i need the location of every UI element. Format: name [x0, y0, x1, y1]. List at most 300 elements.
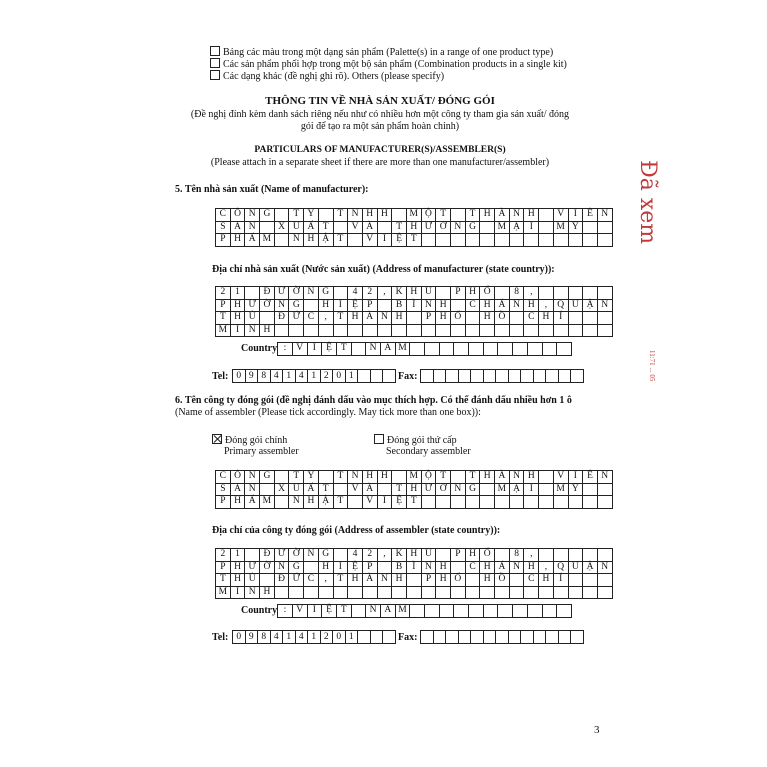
- grid-cell[interactable]: N: [421, 299, 436, 312]
- grid-cell[interactable]: ,: [318, 312, 333, 325]
- grid-cell[interactable]: [451, 586, 466, 599]
- grid-cell[interactable]: Y: [304, 471, 319, 484]
- grid-cell[interactable]: 2: [362, 549, 377, 562]
- checkbox-icon[interactable]: [210, 70, 220, 80]
- grid-cell[interactable]: H: [348, 574, 363, 587]
- grid-cell[interactable]: [451, 299, 466, 312]
- grid-cell[interactable]: C: [304, 312, 319, 325]
- grid-cell[interactable]: Q: [553, 299, 568, 312]
- country-cell[interactable]: [513, 343, 528, 356]
- grid-cell[interactable]: P: [216, 234, 231, 247]
- country-cell[interactable]: [527, 605, 542, 618]
- grid-cell[interactable]: [524, 324, 539, 337]
- checkbox-icon[interactable]: [210, 58, 220, 68]
- grid-cell[interactable]: Ấ: [304, 221, 319, 234]
- grid-cell[interactable]: N: [377, 312, 392, 325]
- grid-cell[interactable]: H: [260, 324, 275, 337]
- digit-cell[interactable]: [446, 631, 459, 644]
- manufacturer-fax-grid[interactable]: [420, 369, 584, 383]
- assembler-country-row[interactable]: [215, 604, 572, 618]
- grid-cell[interactable]: [465, 496, 480, 509]
- digit-cell[interactable]: 4: [295, 370, 308, 383]
- grid-cell[interactable]: [568, 312, 583, 325]
- grid-cell[interactable]: Ộ: [421, 471, 436, 484]
- grid-cell[interactable]: [480, 234, 495, 247]
- assembler-fax-grid[interactable]: [420, 630, 584, 644]
- country-cell[interactable]: A: [380, 605, 395, 618]
- grid-cell[interactable]: H: [348, 312, 363, 325]
- grid-cell[interactable]: [274, 471, 289, 484]
- grid-cell[interactable]: N: [245, 483, 260, 496]
- grid-cell[interactable]: V: [553, 209, 568, 222]
- grid-cell[interactable]: N: [304, 549, 319, 562]
- digit-cell[interactable]: [458, 631, 471, 644]
- grid-cell[interactable]: U: [289, 483, 304, 496]
- digit-cell[interactable]: [471, 631, 484, 644]
- grid-cell[interactable]: [597, 586, 612, 599]
- digit-cell[interactable]: [521, 370, 534, 383]
- grid-cell[interactable]: C: [524, 574, 539, 587]
- digit-cell[interactable]: 1: [308, 370, 321, 383]
- grid-cell[interactable]: P: [451, 549, 466, 562]
- grid-cell[interactable]: [539, 483, 554, 496]
- grid-cell[interactable]: I: [333, 299, 348, 312]
- grid-cell[interactable]: I: [524, 221, 539, 234]
- digit-cell[interactable]: [358, 370, 371, 383]
- grid-cell[interactable]: N: [348, 471, 363, 484]
- country-cell[interactable]: [498, 605, 513, 618]
- country-cell[interactable]: V: [292, 605, 307, 618]
- grid-cell[interactable]: V: [362, 496, 377, 509]
- grid-cell[interactable]: [274, 234, 289, 247]
- grid-cell[interactable]: G: [289, 299, 304, 312]
- grid-cell[interactable]: [333, 324, 348, 337]
- digit-cell[interactable]: [358, 631, 371, 644]
- grid-cell[interactable]: C: [465, 299, 480, 312]
- grid-cell[interactable]: [553, 287, 568, 300]
- grid-cell[interactable]: Ẩ: [245, 234, 260, 247]
- grid-cell[interactable]: N: [451, 221, 466, 234]
- grid-cell[interactable]: H: [436, 574, 451, 587]
- grid-cell[interactable]: À: [362, 574, 377, 587]
- grid-cell[interactable]: [553, 234, 568, 247]
- grid-cell[interactable]: [436, 287, 451, 300]
- grid-cell[interactable]: H: [318, 561, 333, 574]
- grid-cell[interactable]: 4: [348, 287, 363, 300]
- grid-cell[interactable]: Ư: [421, 221, 436, 234]
- grid-cell[interactable]: Ô: [230, 471, 245, 484]
- grid-cell[interactable]: [348, 324, 363, 337]
- digit-cell[interactable]: [421, 631, 434, 644]
- grid-cell[interactable]: Ậ: [583, 561, 598, 574]
- grid-cell[interactable]: [480, 324, 495, 337]
- grid-cell[interactable]: Đ: [274, 312, 289, 325]
- grid-cell[interactable]: G: [260, 471, 275, 484]
- grid-cell[interactable]: T: [392, 221, 407, 234]
- digit-cell[interactable]: 2: [320, 631, 333, 644]
- grid-cell[interactable]: G: [465, 221, 480, 234]
- grid-cell[interactable]: ,: [318, 574, 333, 587]
- grid-cell[interactable]: Ư: [245, 299, 260, 312]
- grid-cell[interactable]: N: [274, 561, 289, 574]
- grid-cell[interactable]: P: [216, 496, 231, 509]
- grid-cell[interactable]: T: [392, 483, 407, 496]
- grid-cell[interactable]: [539, 496, 554, 509]
- grid-cell[interactable]: N: [509, 299, 524, 312]
- grid-cell[interactable]: T: [406, 234, 421, 247]
- grid-cell[interactable]: N: [597, 471, 612, 484]
- grid-cell[interactable]: S: [216, 221, 231, 234]
- grid-cell[interactable]: [583, 483, 598, 496]
- grid-cell[interactable]: H: [436, 312, 451, 325]
- grid-cell[interactable]: Ệ: [392, 234, 407, 247]
- grid-cell[interactable]: [539, 586, 554, 599]
- grid-cell[interactable]: [495, 549, 510, 562]
- grid-cell[interactable]: N: [421, 561, 436, 574]
- grid-cell[interactable]: Á: [495, 561, 510, 574]
- grid-cell[interactable]: Ờ: [289, 549, 304, 562]
- digit-cell[interactable]: [496, 631, 509, 644]
- grid-cell[interactable]: Ì: [406, 299, 421, 312]
- grid-cell[interactable]: U: [421, 287, 436, 300]
- grid-cell[interactable]: [318, 471, 333, 484]
- grid-cell[interactable]: H: [480, 574, 495, 587]
- digit-cell[interactable]: 2: [320, 370, 333, 383]
- grid-cell[interactable]: [289, 586, 304, 599]
- country-cell[interactable]: [513, 605, 528, 618]
- grid-cell[interactable]: [451, 561, 466, 574]
- grid-cell[interactable]: [509, 574, 524, 587]
- grid-cell[interactable]: T: [333, 574, 348, 587]
- grid-cell[interactable]: C: [524, 312, 539, 325]
- grid-cell[interactable]: Ơ: [436, 221, 451, 234]
- grid-cell[interactable]: I: [230, 324, 245, 337]
- grid-cell[interactable]: [333, 586, 348, 599]
- grid-cell[interactable]: N: [289, 234, 304, 247]
- digit-cell[interactable]: [471, 370, 484, 383]
- grid-cell[interactable]: [568, 287, 583, 300]
- grid-cell[interactable]: [406, 312, 421, 325]
- grid-cell[interactable]: [597, 312, 612, 325]
- grid-cell[interactable]: À: [362, 221, 377, 234]
- grid-cell[interactable]: [406, 574, 421, 587]
- digit-cell[interactable]: [483, 370, 496, 383]
- grid-cell[interactable]: [539, 234, 554, 247]
- grid-cell[interactable]: [539, 221, 554, 234]
- grid-cell[interactable]: Ì: [406, 561, 421, 574]
- grid-cell[interactable]: N: [245, 221, 260, 234]
- grid-cell[interactable]: [377, 221, 392, 234]
- grid-cell[interactable]: M: [406, 471, 421, 484]
- grid-cell[interactable]: U: [421, 549, 436, 562]
- grid-cell[interactable]: [524, 234, 539, 247]
- country-cell[interactable]: A: [380, 343, 395, 356]
- grid-cell[interactable]: 8: [509, 549, 524, 562]
- grid-cell[interactable]: [597, 496, 612, 509]
- grid-cell[interactable]: [480, 496, 495, 509]
- grid-cell[interactable]: [333, 221, 348, 234]
- grid-cell[interactable]: 1: [230, 287, 245, 300]
- grid-cell[interactable]: Ê: [583, 471, 598, 484]
- grid-cell[interactable]: G: [318, 549, 333, 562]
- grid-cell[interactable]: T: [333, 234, 348, 247]
- grid-cell[interactable]: H: [230, 574, 245, 587]
- secondary-assembler-option[interactable]: Đóng gói thứ cấp: [374, 434, 457, 446]
- grid-cell[interactable]: M: [406, 209, 421, 222]
- grid-cell[interactable]: [524, 496, 539, 509]
- grid-cell[interactable]: [348, 496, 363, 509]
- grid-cell[interactable]: [495, 586, 510, 599]
- grid-cell[interactable]: H: [465, 287, 480, 300]
- grid-cell[interactable]: [406, 324, 421, 337]
- grid-cell[interactable]: [451, 209, 466, 222]
- grid-cell[interactable]: Í: [553, 574, 568, 587]
- grid-cell[interactable]: H: [524, 209, 539, 222]
- grid-cell[interactable]: [465, 574, 480, 587]
- grid-cell[interactable]: ,: [377, 549, 392, 562]
- grid-cell[interactable]: H: [304, 234, 319, 247]
- grid-cell[interactable]: G: [465, 483, 480, 496]
- grid-cell[interactable]: T: [436, 209, 451, 222]
- country-cell[interactable]: [498, 343, 513, 356]
- digit-cell[interactable]: 0: [233, 370, 246, 383]
- grid-cell[interactable]: [539, 324, 554, 337]
- grid-cell[interactable]: N: [597, 209, 612, 222]
- grid-cell[interactable]: Ô: [230, 209, 245, 222]
- grid-cell[interactable]: I: [333, 561, 348, 574]
- grid-cell[interactable]: C: [216, 209, 231, 222]
- grid-cell[interactable]: [274, 324, 289, 337]
- grid-cell[interactable]: Ủ: [245, 312, 260, 325]
- grid-cell[interactable]: B: [392, 561, 407, 574]
- country-cell[interactable]: [542, 605, 557, 618]
- grid-cell[interactable]: [509, 234, 524, 247]
- country-cell[interactable]: [351, 605, 366, 618]
- digit-cell[interactable]: [546, 370, 559, 383]
- grid-cell[interactable]: [539, 549, 554, 562]
- digit-cell[interactable]: 0: [233, 631, 246, 644]
- grid-cell[interactable]: N: [245, 209, 260, 222]
- country-cell[interactable]: [425, 343, 440, 356]
- grid-cell[interactable]: I: [568, 209, 583, 222]
- country-cell[interactable]: M: [395, 605, 410, 618]
- checkbox-icon[interactable]: [210, 46, 220, 56]
- grid-cell[interactable]: H: [377, 471, 392, 484]
- grid-cell[interactable]: [583, 221, 598, 234]
- grid-cell[interactable]: [260, 574, 275, 587]
- grid-cell[interactable]: [377, 561, 392, 574]
- grid-cell[interactable]: N: [245, 471, 260, 484]
- digit-cell[interactable]: [558, 370, 571, 383]
- grid-cell[interactable]: [597, 549, 612, 562]
- grid-cell[interactable]: V: [362, 234, 377, 247]
- grid-cell[interactable]: [583, 287, 598, 300]
- grid-cell[interactable]: [318, 324, 333, 337]
- grid-cell[interactable]: [392, 324, 407, 337]
- grid-cell[interactable]: N: [274, 299, 289, 312]
- digit-cell[interactable]: [508, 631, 521, 644]
- grid-cell[interactable]: Ờ: [289, 287, 304, 300]
- grid-cell[interactable]: T: [289, 471, 304, 484]
- grid-cell[interactable]: [480, 483, 495, 496]
- grid-cell[interactable]: Ạ: [509, 483, 524, 496]
- country-cell[interactable]: :: [278, 605, 293, 618]
- grid-cell[interactable]: G: [289, 561, 304, 574]
- grid-cell[interactable]: [465, 324, 480, 337]
- country-cell[interactable]: V: [292, 343, 307, 356]
- grid-cell[interactable]: P: [421, 312, 436, 325]
- grid-cell[interactable]: Ố: [480, 287, 495, 300]
- grid-cell[interactable]: H: [524, 561, 539, 574]
- grid-cell[interactable]: 1: [230, 549, 245, 562]
- digit-cell[interactable]: 8: [258, 370, 271, 383]
- grid-cell[interactable]: Í: [553, 312, 568, 325]
- grid-cell[interactable]: N: [304, 287, 319, 300]
- grid-cell[interactable]: V: [348, 221, 363, 234]
- grid-cell[interactable]: [583, 496, 598, 509]
- country-cell[interactable]: [454, 343, 469, 356]
- grid-cell[interactable]: Ứ: [289, 312, 304, 325]
- grid-cell[interactable]: T: [216, 574, 231, 587]
- digit-cell[interactable]: [370, 370, 383, 383]
- country-cell[interactable]: [410, 605, 425, 618]
- grid-cell[interactable]: T: [333, 209, 348, 222]
- country-cell[interactable]: [410, 343, 425, 356]
- grid-cell[interactable]: [260, 312, 275, 325]
- grid-cell[interactable]: [451, 471, 466, 484]
- grid-cell[interactable]: X: [274, 221, 289, 234]
- grid-cell[interactable]: [274, 496, 289, 509]
- digit-cell[interactable]: 4: [295, 631, 308, 644]
- grid-cell[interactable]: [333, 287, 348, 300]
- manufacturer-address-grid[interactable]: [215, 286, 613, 337]
- grid-cell[interactable]: Ỹ: [568, 483, 583, 496]
- digit-cell[interactable]: 1: [283, 631, 296, 644]
- grid-cell[interactable]: [597, 574, 612, 587]
- grid-cell[interactable]: Ộ: [421, 209, 436, 222]
- grid-cell[interactable]: Y: [304, 209, 319, 222]
- grid-cell[interactable]: À: [362, 312, 377, 325]
- grid-cell[interactable]: Ủ: [245, 574, 260, 587]
- country-cell[interactable]: [483, 343, 498, 356]
- grid-cell[interactable]: T: [333, 496, 348, 509]
- grid-cell[interactable]: H: [304, 496, 319, 509]
- grid-cell[interactable]: [392, 209, 407, 222]
- grid-cell[interactable]: [583, 586, 598, 599]
- grid-cell[interactable]: T: [318, 221, 333, 234]
- grid-cell[interactable]: B: [392, 299, 407, 312]
- grid-cell[interactable]: N: [509, 209, 524, 222]
- grid-cell[interactable]: U: [289, 221, 304, 234]
- grid-cell[interactable]: [495, 324, 510, 337]
- checkbox-icon[interactable]: [374, 434, 384, 444]
- grid-cell[interactable]: [524, 586, 539, 599]
- grid-cell[interactable]: N: [245, 586, 260, 599]
- grid-cell[interactable]: T: [333, 312, 348, 325]
- grid-cell[interactable]: [509, 586, 524, 599]
- country-cell[interactable]: [557, 605, 572, 618]
- digit-cell[interactable]: [508, 370, 521, 383]
- grid-cell[interactable]: Ố: [451, 312, 466, 325]
- grid-cell[interactable]: H: [260, 586, 275, 599]
- grid-cell[interactable]: [583, 312, 598, 325]
- grid-cell[interactable]: H: [480, 299, 495, 312]
- grid-cell[interactable]: N: [348, 209, 363, 222]
- grid-cell[interactable]: [436, 549, 451, 562]
- grid-cell[interactable]: H: [230, 312, 245, 325]
- grid-cell[interactable]: [568, 234, 583, 247]
- grid-cell[interactable]: Ố: [451, 574, 466, 587]
- grid-cell[interactable]: I: [377, 496, 392, 509]
- grid-cell[interactable]: [377, 586, 392, 599]
- assembler-tel-grid[interactable]: [232, 630, 396, 644]
- grid-cell[interactable]: [539, 209, 554, 222]
- grid-cell[interactable]: [568, 496, 583, 509]
- assembler-name-grid[interactable]: [215, 470, 613, 509]
- digit-cell[interactable]: [521, 631, 534, 644]
- primary-assembler-option[interactable]: Đóng gói chính: [212, 434, 287, 446]
- grid-cell[interactable]: À: [495, 471, 510, 484]
- grid-cell[interactable]: 8: [509, 287, 524, 300]
- assembler-address-grid[interactable]: [215, 548, 613, 599]
- grid-cell[interactable]: [304, 561, 319, 574]
- grid-cell[interactable]: [436, 496, 451, 509]
- grid-cell[interactable]: Q: [553, 561, 568, 574]
- grid-cell[interactable]: N: [509, 471, 524, 484]
- digit-cell[interactable]: [533, 370, 546, 383]
- grid-cell[interactable]: P: [362, 299, 377, 312]
- grid-cell[interactable]: H: [230, 234, 245, 247]
- digit-cell[interactable]: [558, 631, 571, 644]
- grid-cell[interactable]: N: [377, 574, 392, 587]
- grid-cell[interactable]: H: [362, 209, 377, 222]
- digit-cell[interactable]: [421, 370, 434, 383]
- grid-cell[interactable]: Á: [495, 299, 510, 312]
- grid-cell[interactable]: H: [230, 496, 245, 509]
- grid-cell[interactable]: Ờ: [260, 299, 275, 312]
- grid-cell[interactable]: H: [406, 287, 421, 300]
- grid-cell[interactable]: [509, 312, 524, 325]
- manufacturer-tel-grid[interactable]: [232, 369, 396, 383]
- grid-cell[interactable]: [289, 324, 304, 337]
- grid-cell[interactable]: C: [304, 574, 319, 587]
- grid-cell[interactable]: ,: [539, 561, 554, 574]
- grid-cell[interactable]: T: [436, 471, 451, 484]
- grid-cell[interactable]: I: [568, 471, 583, 484]
- grid-cell[interactable]: H: [480, 471, 495, 484]
- grid-cell[interactable]: [318, 209, 333, 222]
- digit-cell[interactable]: 8: [258, 631, 271, 644]
- grid-cell[interactable]: X: [274, 483, 289, 496]
- grid-cell[interactable]: M: [553, 221, 568, 234]
- grid-cell[interactable]: [597, 483, 612, 496]
- grid-cell[interactable]: H: [230, 561, 245, 574]
- grid-cell[interactable]: G: [318, 287, 333, 300]
- grid-cell[interactable]: [509, 496, 524, 509]
- checked-box-icon[interactable]: [212, 434, 222, 444]
- grid-cell[interactable]: [333, 549, 348, 562]
- grid-cell[interactable]: ,: [524, 287, 539, 300]
- grid-cell[interactable]: Ẩ: [245, 496, 260, 509]
- grid-cell[interactable]: [318, 586, 333, 599]
- grid-cell[interactable]: M: [260, 234, 275, 247]
- grid-cell[interactable]: [436, 234, 451, 247]
- grid-cell[interactable]: G: [260, 209, 275, 222]
- grid-cell[interactable]: [245, 549, 260, 562]
- grid-cell[interactable]: H: [377, 209, 392, 222]
- digit-cell[interactable]: [433, 370, 446, 383]
- digit-cell[interactable]: [383, 631, 396, 644]
